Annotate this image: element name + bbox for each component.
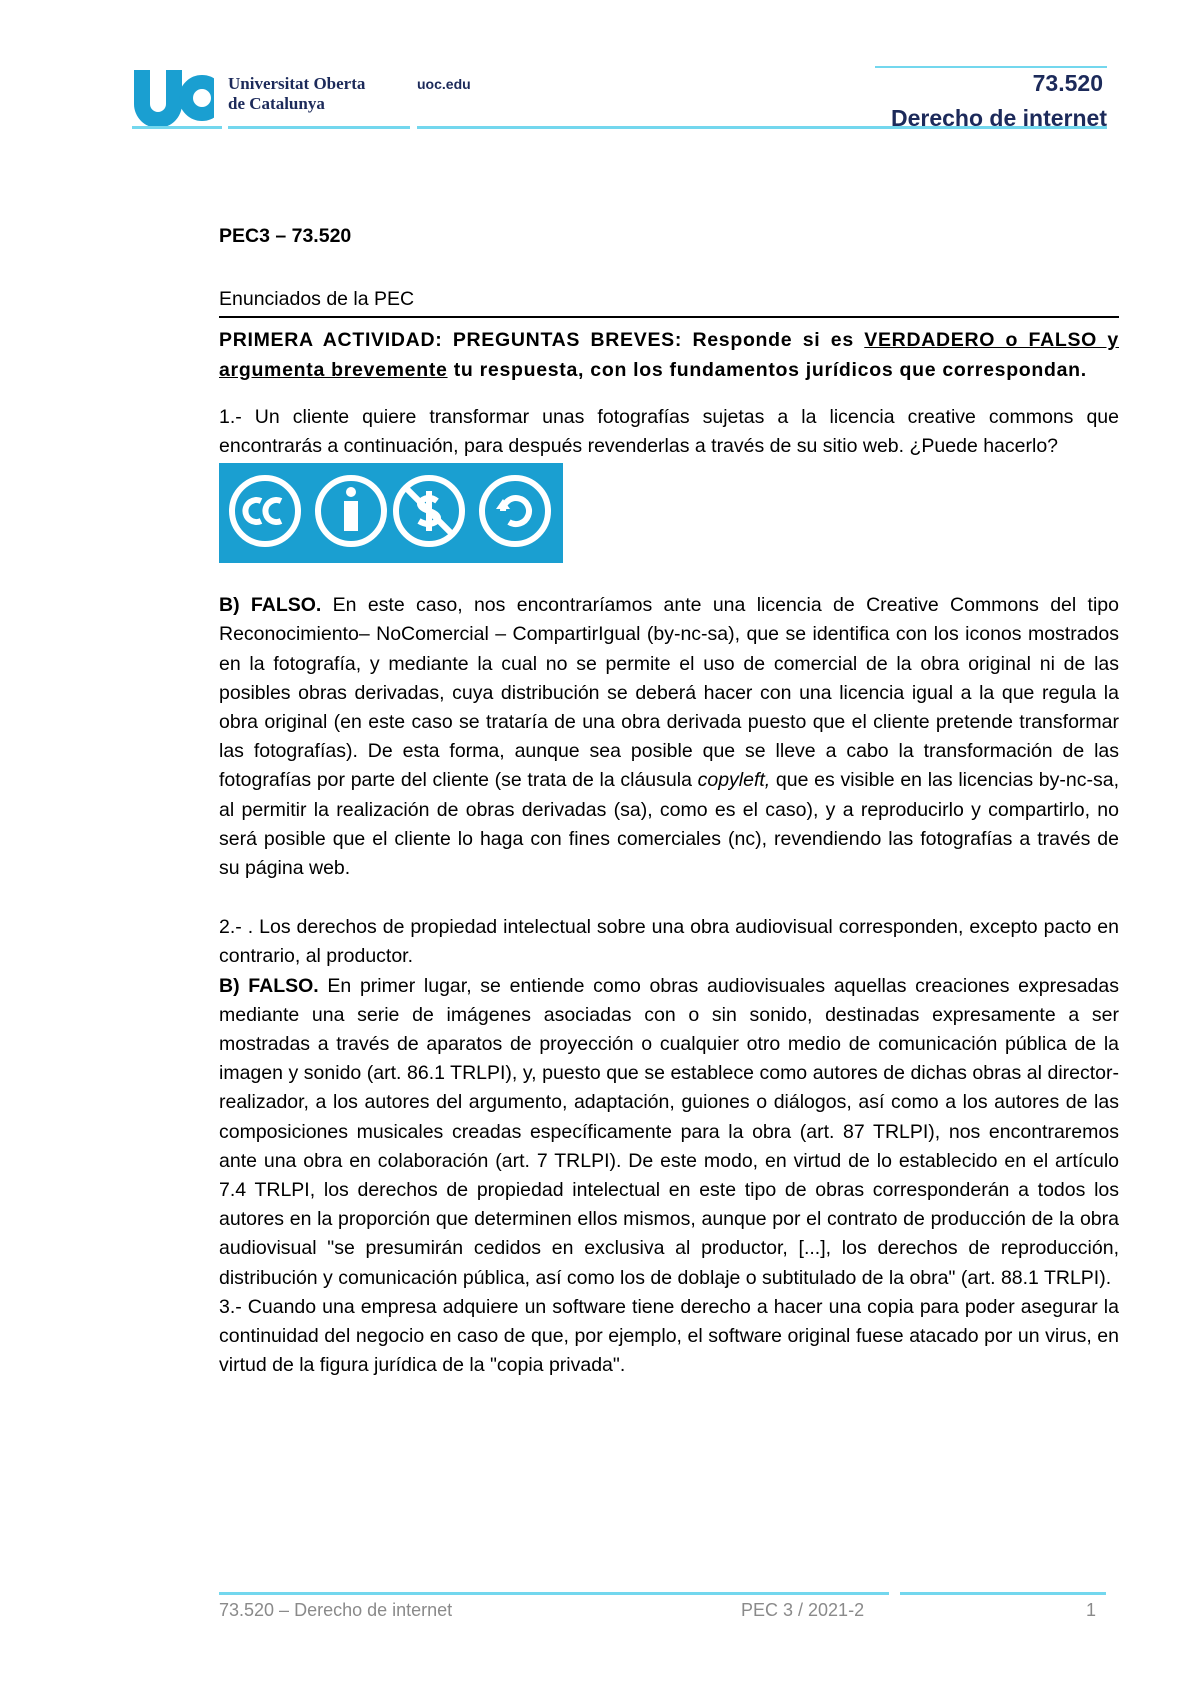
answer-2-text: En primer lugar, se entiende como obras audiovisuales aquellas creaciones expresadas mediante una serie de imágenes asociadas con o sin sonido, destinadas expresamente a ser mostradas a través de aparatos de proyección o cualquier otro medio de comunicación pública de la imagen y sonido (art. 86.1 TRLPI), y, puesto que se establece como autores de dichas obras al director-realizador, a los autores del argumento, adaptación, guiones o diálogos, así como a los autores de las composiciones musicales creadas específicamente para la obra (art. 87 TRLPI), nos encontraremos ante una obra en colaboración (art. 7 TRLPI). De este modo, en virtud de lo establecido en el artículo 7.4 TRLPI, los derechos de propiedad intelectual en este tipo de obras corresponderán a todos los autores en la proporción que determinen ellos mismos, aunque por el contrato de producción de la obra audiovisual "se presumirán cedidos en exclusiva al productor, [...], los derechos de reproducción, distribución y comunicación pública, así como los de doblaje o subtitulado de la obra" (art. 88.1 TRLPI).	[219, 974, 1119, 1289]
university-name	[228, 74, 365, 114]
question-2: 2.- . Los derechos de propiedad intelectual sobre una obra audiovisual corresponden, excepto pacto en contrario, al productor.	[219, 916, 1119, 968]
footer-divider-right	[900, 1592, 1106, 1595]
university-name-line1: Universitat Oberta	[228, 74, 366, 93]
activity-instructions	[219, 326, 1119, 384]
course-top-line	[875, 66, 1107, 68]
answer-1-italic: copyleft,	[697, 769, 771, 792]
logo-underline	[132, 126, 222, 129]
question-3: 3.- Cuando una empresa adquiere un software tiene derecho a hacer una copia para poder asegurar la continuidad del negocio en caso de que, por ejemplo, el software original fuese atacado por un virus, en virtud de la figura jurídica de la "copia privada".	[219, 1295, 1119, 1377]
page-number: 1	[1086, 1600, 1097, 1620]
answer-2-label: B) FALSO.	[219, 974, 319, 997]
page-header	[0, 0, 1200, 150]
instructions-underlined: VERDADERO o FALSO y argumenta brevemente	[219, 329, 1119, 381]
site-url: uoc.edu	[417, 76, 471, 92]
uoc-logo-icon	[132, 68, 222, 132]
answer-1-label: B) FALSO.	[219, 594, 322, 617]
footer-pec: PEC 3 / 2021-2	[741, 1600, 865, 1620]
course-name: Derecho de internet	[891, 105, 1107, 131]
instructions-part-a: PRIMERA ACTIVIDAD: PREGUNTAS BREVES: Responde si es	[219, 329, 865, 352]
cc-license-image	[219, 463, 563, 563]
question-1: 1.- Un cliente quiere transformar unas fotografías sujetas a la licencia creative commons que encontrarás a continuación, para después revenderlas a través de su sitio web. ¿Puede hacerlo?	[219, 405, 1119, 458]
answer-1-part2: que es visible en las licencias by-nc-sa, al permitir la realización de obras derivadas (sa), como es el caso), y a reproducirlo y compartirlo, no será posible que el cliente lo haga con fines comerciales (nc), revendiendo las fotografías a través de su página web.	[219, 769, 1119, 880]
name-underline	[228, 126, 410, 129]
answer-2	[219, 972, 1119, 1293]
university-name-line2: de Catalunya	[228, 94, 325, 113]
answer-1-part1: En este caso, nos encontraríamos ante una licencia de Creative Commons del tipo Reconocimiento– NoComercial – CompartirIgual (by-nc-sa), que se identifica con los iconos mostrados en la fotografía, y mediante la cual no se permite el uso de comercial de la obra original ni de las posibles obras derivadas, cuya distribución se deberá hacer con una licencia igual a la que regula la obra original (en este caso se trataría de una obra derivada puesto que el cliente pretende transformar las fotografías). De esta forma, aunque sea posible que se lleve a cabo la transformación de las fotografías por parte del cliente (se trata de la cláusula	[219, 594, 1119, 792]
section-heading: Enunciados de la PEC	[219, 285, 1119, 318]
footer-course: 73.520 – Derecho de internet	[219, 1600, 453, 1620]
instructions-part-b: tu respuesta, con los fundamentos jurídicos que correspondan.	[447, 358, 1087, 381]
document-body	[219, 222, 1119, 1381]
course-code: 73.520	[1032, 70, 1103, 96]
document-title: PEC3 – 73.520	[219, 225, 352, 247]
answer-1	[219, 591, 1119, 883]
footer-divider	[219, 1592, 889, 1595]
